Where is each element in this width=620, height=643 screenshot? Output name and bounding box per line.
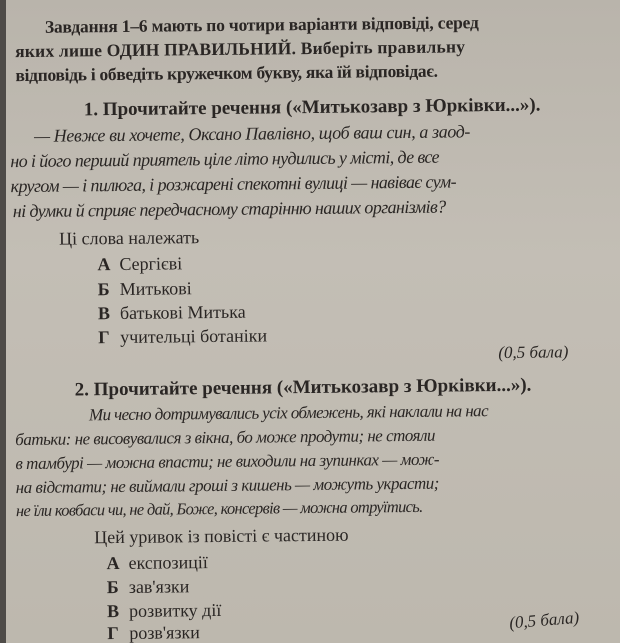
q2-score: (0,5 бала) xyxy=(508,607,580,633)
q2-option-d-letter: Г xyxy=(107,623,119,643)
intro-line-1: Завдання 1–6 мають по чотири варіанти відповіді, серед xyxy=(44,12,479,37)
intro-line-3: відповідь і обведіть кружечком букву, яка їй відповідає. xyxy=(15,60,438,86)
q2-quote-line-4: на відстати; не виймали гроші з кишень — можуть украсти; xyxy=(15,473,440,498)
q1-quote-line-3: кругом — і пилюга, і розжарені спекотні вулиці — навіває сум- xyxy=(10,171,457,197)
q2-option-a-letter: А xyxy=(106,553,120,574)
q2-option-b-letter: Б xyxy=(106,577,119,598)
q1-option-a-text: Сергієві xyxy=(119,253,183,274)
intro-line-2: яких лише ОДИН ПРАВИЛЬНИЙ. Виберіть правильну xyxy=(15,36,466,62)
q1-option-c-letter: В xyxy=(97,303,111,324)
q1-prompt: Ці слова належать xyxy=(59,227,200,249)
q1-option-d-letter: Г xyxy=(98,327,110,348)
q2-quote-line-2: батьки: не висовувалися з вікна, бо може продути; не стояли xyxy=(15,425,436,450)
q2-option-d[interactable] xyxy=(107,623,200,642)
q2-option-b-text: зав'язки xyxy=(128,576,190,597)
q1-option-c[interactable] xyxy=(98,303,246,323)
q1-option-b[interactable] xyxy=(98,279,192,298)
q2-option-c[interactable] xyxy=(107,601,221,620)
q2-option-b[interactable] xyxy=(107,577,190,596)
q1-option-b-text: Митькові xyxy=(119,278,192,299)
q1-score: (0,5 бала) xyxy=(498,342,569,363)
q2-quote-line-1: Ми чесно дотримувались усіх обмежень, які наклали на нас xyxy=(88,401,489,425)
q1-option-a-letter: А xyxy=(97,254,111,275)
q1-option-b-letter: Б xyxy=(97,279,110,300)
q1-option-d-text: учительці ботаніки xyxy=(120,325,268,347)
q1-quote-line-4: ні думки й сприяє передчасному старінню наших організмів? xyxy=(12,196,446,222)
q2-quote-line-5: не їли ковбаси чи, не дай, Боже, консервів — можна отруїтись. xyxy=(15,496,423,521)
q2-option-c-letter: В xyxy=(106,601,120,622)
q2-option-d-text: розв'язки xyxy=(129,622,200,643)
q2-prompt: Цей уривок із повісті є частиною xyxy=(94,524,349,548)
q2-heading: 2. Прочитайте речення («Митькозавр з Юрківки...»). xyxy=(74,374,532,401)
q1-heading: 1. Прочитайте речення («Митькозавр з Юрківки...»). xyxy=(83,94,541,121)
q2-option-a[interactable] xyxy=(106,553,207,572)
q2-option-c-text: розвитку дії xyxy=(128,599,222,621)
q1-quote-line-2: но і його перший приятель ціле літо нудились у місті, де все xyxy=(10,146,440,172)
q1-option-a[interactable] xyxy=(97,254,182,273)
q2-option-a-text: експозиції xyxy=(128,552,208,573)
q1-option-d[interactable] xyxy=(98,326,267,346)
q2-quote-line-3: в тамбурі — можна впасти; не виходили на зупинках — мож- xyxy=(15,449,440,474)
q1-quote-line-1: — Невже ви хочете, Оксано Павлівно, щоб ваш син, а заод- xyxy=(33,121,471,146)
q1-option-c-text: батькові Митька xyxy=(119,301,246,323)
